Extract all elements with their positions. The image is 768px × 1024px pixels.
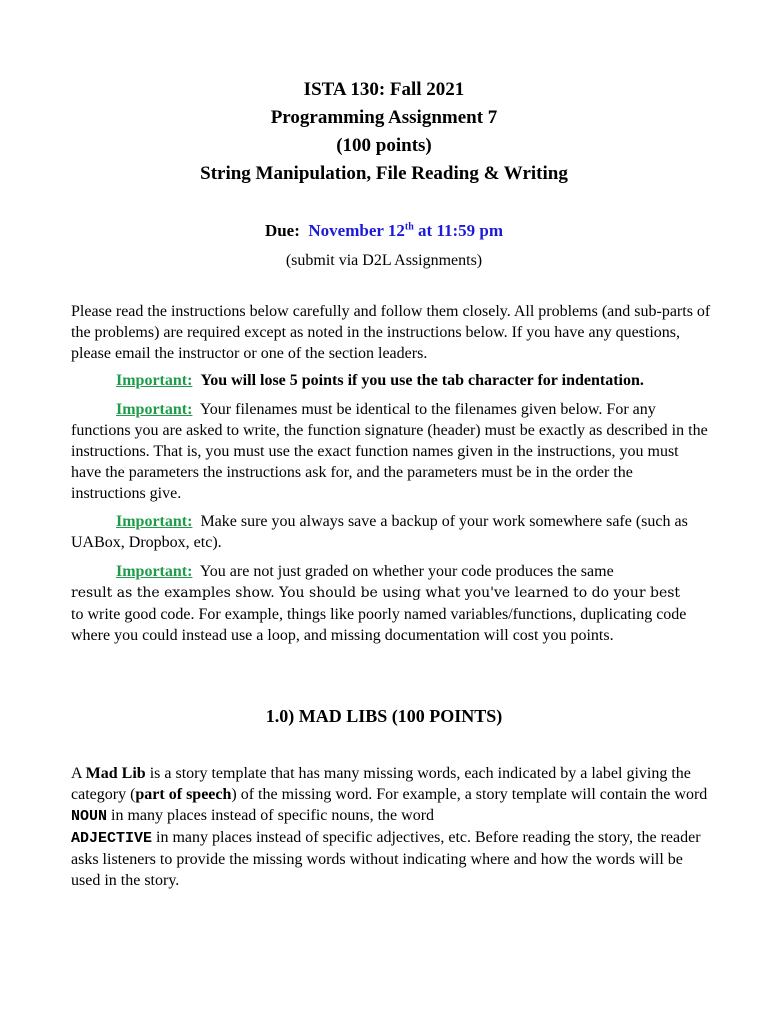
madlib-text-a: A: [71, 765, 86, 782]
important-label: Important:: [116, 563, 193, 580]
important-tab-note: [71, 370, 711, 391]
part-of-speech-term: part of speech: [135, 786, 232, 803]
grading-text-1: You are not just graded on whether your code produces the same: [199, 563, 614, 580]
madlib-text-d: in many places instead of specific nouns, the word: [107, 807, 435, 824]
due-line: [0, 219, 768, 243]
adjective-keyword: ADJECTIVE: [71, 830, 153, 847]
section-heading: 1.0) MAD LIBS (100 POINTS): [265, 706, 503, 726]
due-label: Due:: [264, 221, 300, 240]
due-date: [308, 221, 503, 240]
noun-keyword: NOUN: [71, 808, 108, 825]
points-title: (100 points): [336, 135, 432, 156]
grading-text-3: to write good code. For example, things like poorly named variables/functions, duplicating code where you could instead use a loop, and missing documentation will cost you points.: [71, 606, 687, 644]
madlib-text-c: ) of the missing word. For example, a story template will contain the word: [231, 786, 708, 803]
due-date-day: November 12: [308, 221, 405, 240]
madlib-text-b: is a story template that has many missing words, each indicated by a label giving the category (: [71, 765, 691, 803]
intro-paragraph: Please read the instructions below carefully and follow them closely. All problems (and sub-parts of the problems) are required except as noted in the instructions below. If you have any questions, please email the instructor or one of the section leaders.: [71, 303, 711, 362]
due-time: at 11:59 pm: [413, 221, 504, 240]
important-filenames-note: [71, 399, 711, 504]
tab-warning-text: You will lose 5 points if you use the tab character for indentation.: [200, 372, 644, 389]
filenames-text: Your filenames must be identical to the filenames given below. For any functions you are asked to write, the function signature (header) must be exactly as described in the instructions. That is, you must use the exact function names given in the instructions, you must have the parameters the instructions ask for, and the parameters must be in the order the instructions give.: [71, 401, 708, 502]
submit-note: (submit via D2L Assignments): [285, 252, 483, 269]
important-label: Important:: [116, 401, 193, 418]
important-backup-note: [71, 511, 711, 553]
topic-title: String Manipulation, File Reading & Writing: [200, 163, 568, 184]
course-title: ISTA 130: Fall 2021: [303, 79, 465, 100]
madlib-text-e: in many places instead of specific adjectives, etc. Before reading the story, the reader asks listeners to provide the missing words without indicating where and how the words will be used in the story.: [71, 829, 701, 889]
important-label: Important:: [116, 513, 193, 530]
title-block: [0, 76, 768, 188]
madlib-term: Mad Lib: [85, 765, 146, 782]
important-label: Important:: [116, 372, 193, 389]
backup-text: Make sure you always save a backup of your work somewhere safe (such as UABox, Dropbox, etc).: [71, 513, 688, 551]
grading-text-2: result as the examples show. You should be using what you've learned to do your best: [71, 585, 681, 601]
assignment-title: Programming Assignment 7: [270, 107, 498, 128]
madlib-paragraph: [71, 763, 711, 891]
due-date-suffix: th: [404, 221, 414, 233]
important-grading-note: [71, 561, 711, 646]
